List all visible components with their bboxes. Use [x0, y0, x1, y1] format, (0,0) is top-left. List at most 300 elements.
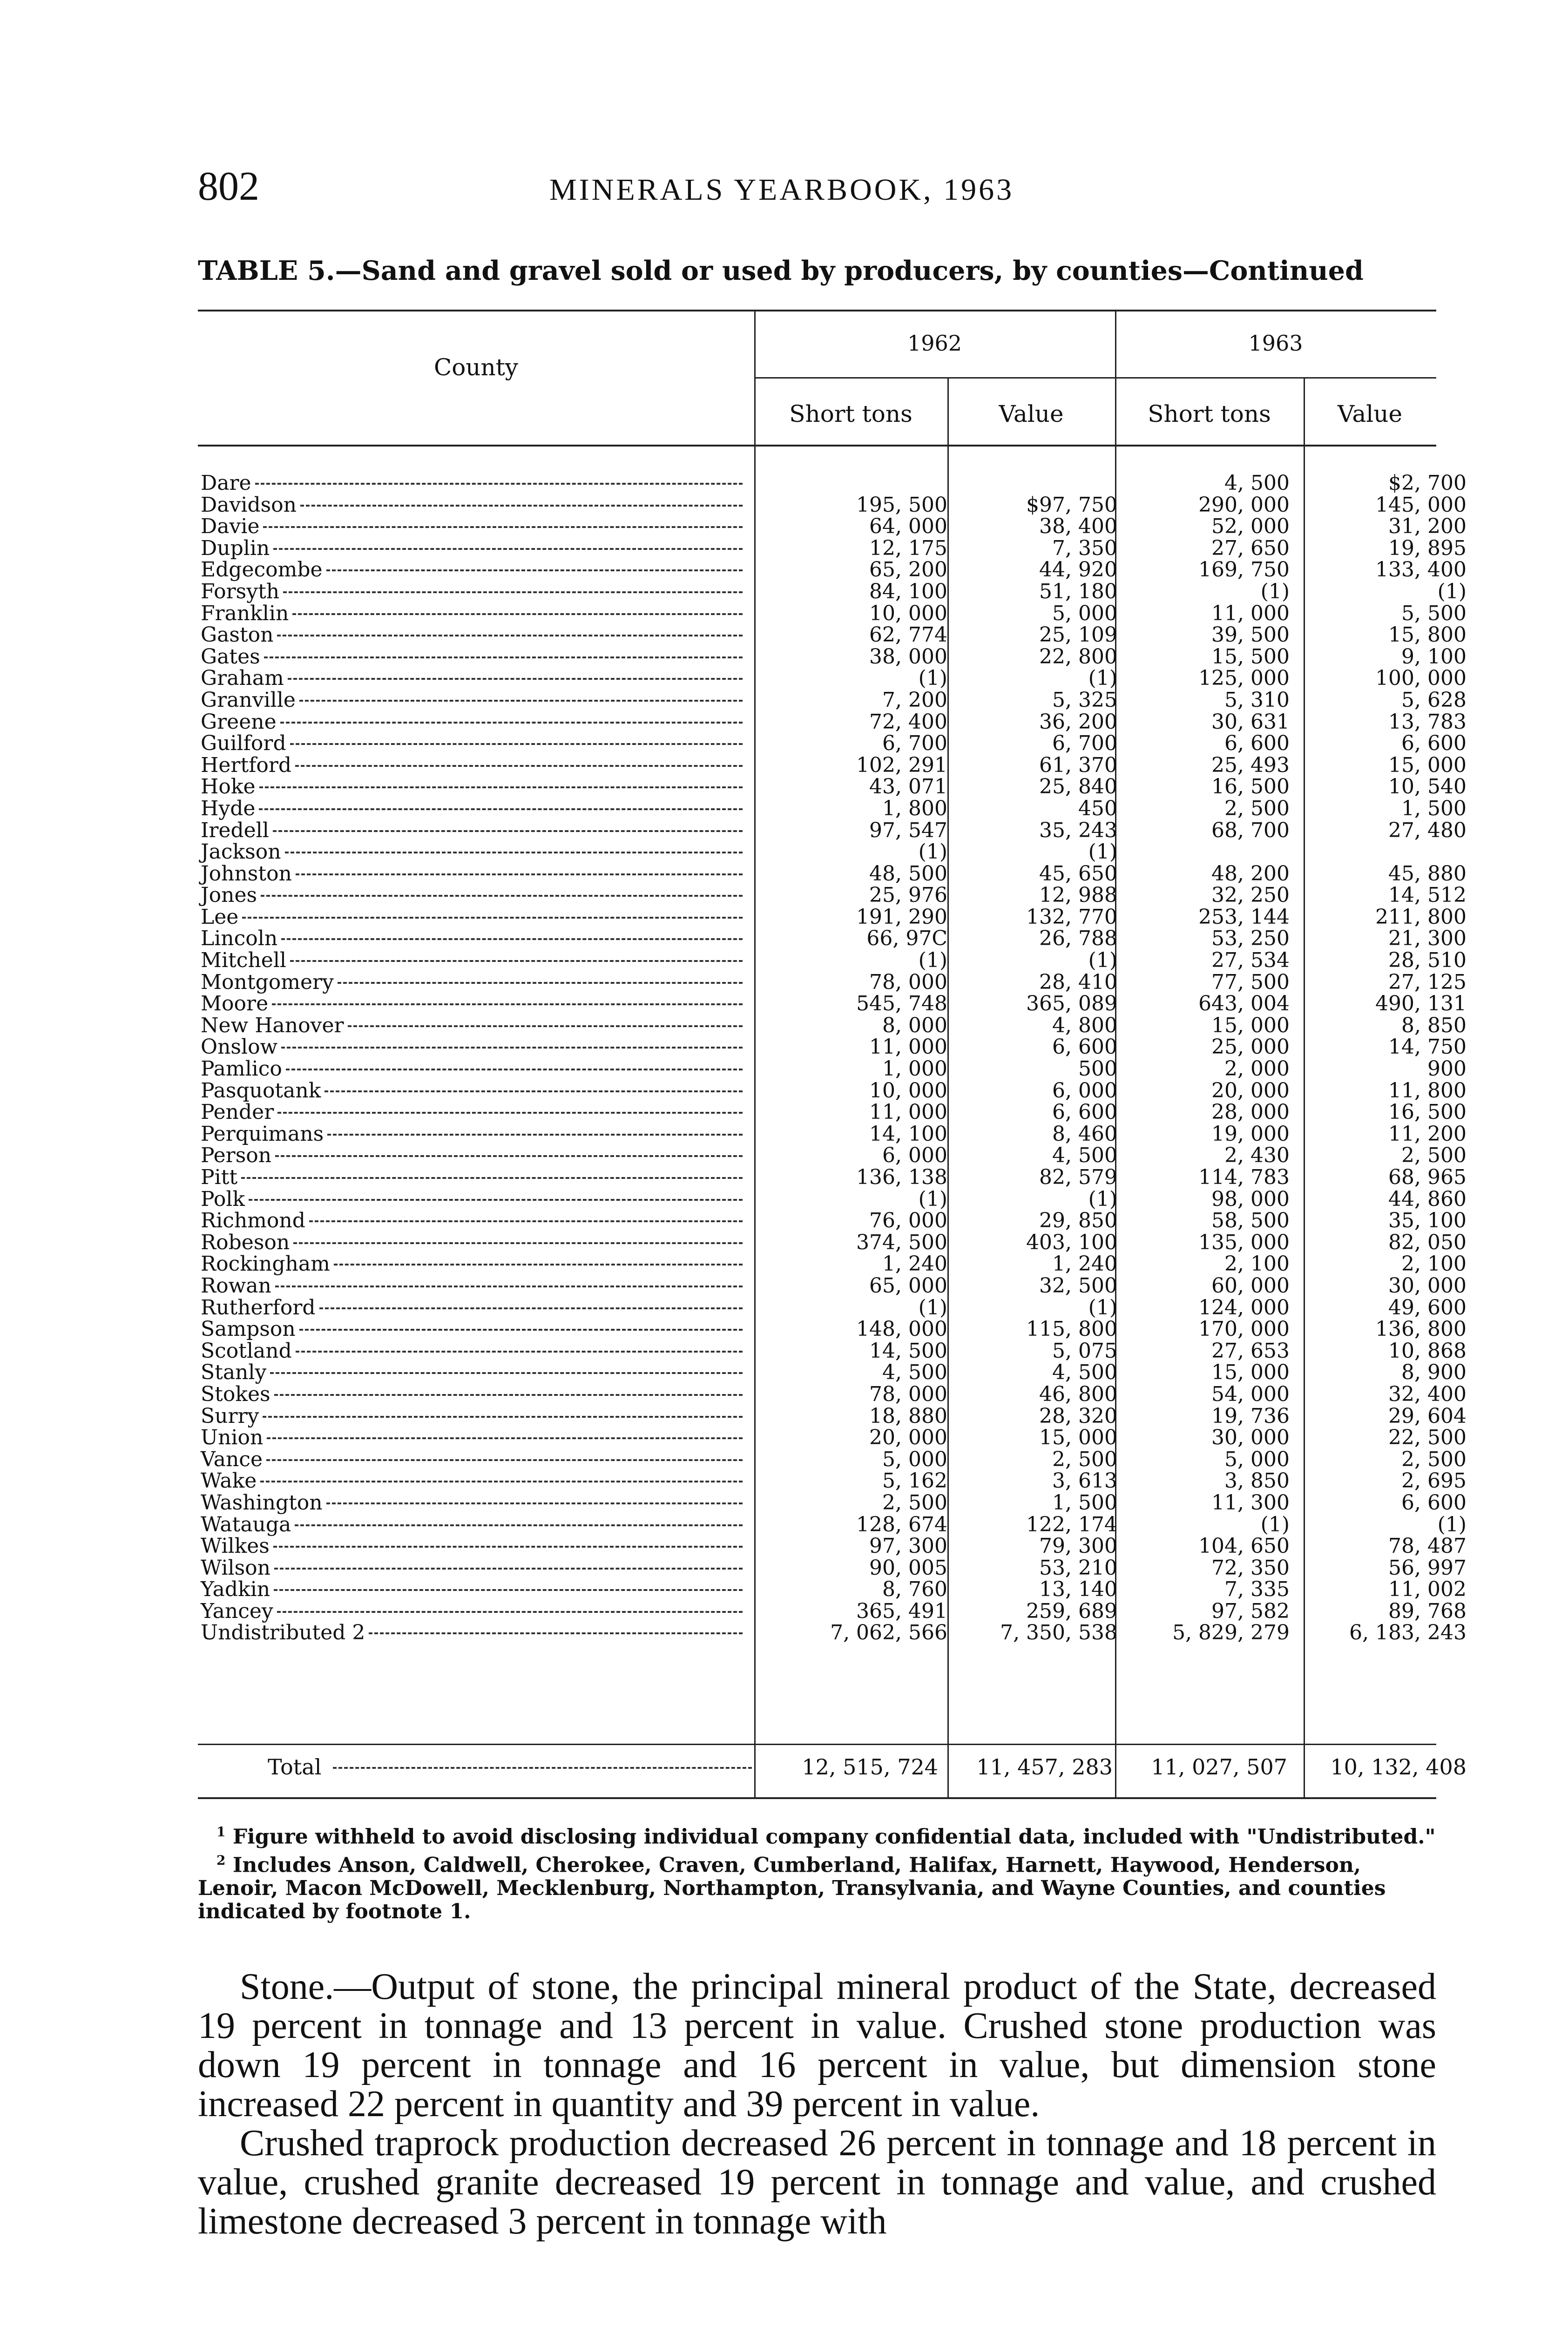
value-1962: 3, 613 — [1052, 1469, 1117, 1493]
leader-dots — [249, 1199, 743, 1201]
county-name: Wilson — [201, 1556, 271, 1580]
table-row — [198, 1621, 1467, 1645]
table-row — [198, 644, 1467, 669]
county-name: Vance — [201, 1447, 263, 1471]
table-row — [198, 1057, 1467, 1081]
tons-1962: (1) — [918, 1187, 947, 1211]
tons-1962: 128, 674 — [856, 1512, 947, 1536]
leader-dots — [299, 1329, 743, 1331]
leader-dots — [292, 613, 743, 615]
tons-1963: 48, 200 — [1211, 861, 1290, 886]
tons-1963: 124, 000 — [1198, 1295, 1290, 1320]
leader-dots — [338, 982, 743, 984]
table-row — [198, 1317, 1467, 1341]
tons-1963: 3, 850 — [1224, 1469, 1290, 1493]
county-name: Wake — [201, 1469, 257, 1493]
value-1962: 365, 089 — [1026, 992, 1117, 1016]
tons-1963: (1) — [1260, 579, 1290, 603]
table-row — [198, 992, 1467, 1016]
county-name: Gaston — [201, 623, 274, 647]
value-1962: 29, 850 — [1039, 1209, 1117, 1233]
leader-dots — [261, 895, 743, 897]
county-name: Yancey — [201, 1599, 273, 1623]
leader-dots — [326, 569, 743, 571]
value-1963: 35, 100 — [1388, 1209, 1467, 1233]
value-1963: 9, 100 — [1401, 644, 1467, 669]
footnote-1-text: Figure withheld to avoid disclosing individual company confidential data, included with "Undistributed." — [232, 1825, 1436, 1849]
tons-1962: 64, 000 — [869, 514, 947, 539]
year-header-rule — [754, 377, 1436, 379]
tons-1962: 48, 500 — [869, 861, 947, 886]
value-1963: 211, 800 — [1375, 905, 1467, 929]
value-1962: 8, 460 — [1052, 1122, 1117, 1146]
value-1962-header: Value — [999, 400, 1064, 427]
table-row — [198, 905, 1467, 929]
tons-1962: 4, 500 — [882, 1360, 947, 1385]
value-1963: 68, 965 — [1388, 1165, 1467, 1189]
value-1962: 45, 650 — [1039, 861, 1117, 886]
tons-1962: 78, 000 — [869, 970, 947, 994]
table-row — [198, 471, 1467, 495]
leader-dots — [275, 1155, 743, 1157]
value-1962: 450 — [1078, 796, 1117, 820]
table-row — [198, 666, 1467, 690]
county-name: Perquimans — [201, 1122, 324, 1146]
value-1963: 8, 850 — [1401, 1013, 1467, 1037]
county-name: Sampson — [201, 1317, 296, 1341]
table-row — [198, 1273, 1467, 1298]
county-name: Johnston — [201, 861, 292, 886]
county-name: Surry — [201, 1404, 259, 1428]
leader-dots — [264, 656, 743, 658]
tons-1962: 20, 000 — [869, 1426, 947, 1450]
value-1963: 45, 880 — [1388, 861, 1467, 886]
tons-1962: (1) — [918, 1295, 947, 1320]
county-name: Guilford — [201, 731, 286, 756]
tons-1963: 643, 004 — [1198, 992, 1290, 1016]
leader-dots — [348, 1025, 743, 1027]
table-row — [198, 1360, 1467, 1385]
tons-1962: 10, 000 — [869, 1078, 947, 1103]
value-1962: 122, 174 — [1026, 1512, 1117, 1536]
total-tons-1963: 11, 027, 507 — [1151, 1754, 1287, 1780]
tons-1962: (1) — [918, 840, 947, 864]
tons-1962: 72, 400 — [869, 710, 947, 734]
tons-1963: 27, 653 — [1211, 1339, 1290, 1363]
county-name: Mitchell — [201, 948, 286, 973]
county-name: Rockingham — [201, 1252, 330, 1276]
tons-1962: 8, 760 — [882, 1577, 947, 1602]
tons-1962: 374, 500 — [856, 1230, 947, 1254]
tons-1963: 60, 000 — [1211, 1273, 1290, 1298]
footnotes — [198, 1820, 1436, 1923]
leader-dots — [259, 786, 743, 788]
tons-1963: 30, 631 — [1211, 710, 1290, 734]
leader-dots — [299, 700, 743, 702]
table-row — [198, 514, 1467, 539]
tons-1962: 25, 976 — [869, 883, 947, 907]
value-1963: 44, 860 — [1388, 1187, 1467, 1211]
leader-dots — [334, 1264, 743, 1266]
tons-1963: 16, 500 — [1211, 775, 1290, 799]
value-1962: 53, 210 — [1039, 1556, 1117, 1580]
value-1963: 1, 500 — [1401, 796, 1467, 820]
body-text — [198, 1966, 1436, 2242]
county-name: Polk — [201, 1187, 245, 1211]
footnote-1 — [198, 1820, 1436, 1849]
leader-dots — [293, 1242, 743, 1244]
tons-1962: 11, 000 — [869, 1035, 947, 1059]
tons-1963: 28, 000 — [1211, 1100, 1290, 1124]
value-1963: 11, 002 — [1388, 1577, 1467, 1602]
county-name: Pender — [201, 1100, 274, 1124]
value-1963: 14, 750 — [1388, 1035, 1467, 1059]
tons-1962: 1, 800 — [882, 796, 947, 820]
tons-1963: 5, 000 — [1224, 1447, 1290, 1471]
leader-dots — [300, 505, 743, 507]
table-row — [198, 1144, 1467, 1168]
tons-1962: 14, 100 — [869, 1122, 947, 1146]
leader-dots — [326, 1502, 743, 1504]
value-1962: 1, 240 — [1052, 1252, 1117, 1276]
leader-dots — [273, 1546, 743, 1548]
leader-dots — [274, 1589, 743, 1591]
tons-1963: 104, 650 — [1198, 1534, 1290, 1558]
value-1962: (1) — [1088, 666, 1117, 690]
county-name: Union — [201, 1426, 264, 1450]
table-row — [198, 1339, 1467, 1363]
value-1962: 2, 500 — [1052, 1447, 1117, 1471]
tons-1963: 4, 500 — [1224, 471, 1290, 495]
leader-dots — [309, 1220, 743, 1222]
value-1962: 403, 100 — [1026, 1230, 1117, 1254]
tons-1962: 12, 175 — [869, 536, 947, 560]
leader-dots — [281, 1047, 743, 1049]
value-1962: 46, 800 — [1039, 1382, 1117, 1406]
value-1963: 6, 183, 243 — [1349, 1621, 1467, 1645]
table-row — [198, 861, 1467, 886]
county-name: Hertford — [201, 753, 292, 777]
tons-1963: 170, 000 — [1198, 1317, 1290, 1341]
table-row — [198, 1469, 1467, 1493]
leader-dots — [263, 1416, 743, 1418]
tons-1962: 14, 500 — [869, 1339, 947, 1363]
county-name: Greene — [201, 710, 277, 734]
table-top-rule — [198, 310, 1436, 311]
leader-dots — [277, 635, 743, 636]
tons-1962: 1, 000 — [882, 1057, 947, 1081]
county-name: Lee — [201, 905, 239, 929]
county-name: Rutherford — [201, 1295, 316, 1320]
tons-1962: 195, 500 — [856, 493, 947, 517]
table-row — [198, 536, 1467, 560]
table-row — [198, 775, 1467, 799]
table-row — [198, 753, 1467, 777]
county-name: New Hanover — [201, 1013, 344, 1037]
value-1963: 49, 600 — [1388, 1295, 1467, 1320]
table-row — [198, 1534, 1467, 1558]
tons-1963: 52, 000 — [1211, 514, 1290, 539]
value-1962: 7, 350, 538 — [1000, 1621, 1117, 1645]
value-1962: 1, 500 — [1052, 1490, 1117, 1515]
value-1963: 16, 500 — [1388, 1100, 1467, 1124]
value-1963: 490, 131 — [1375, 992, 1467, 1016]
value-1962: 22, 800 — [1039, 644, 1117, 669]
tons-1963: 25, 493 — [1211, 753, 1290, 777]
tons-1963: 27, 650 — [1211, 536, 1290, 560]
short-tons-1962-header: Short tons — [789, 400, 912, 427]
value-1962: 6, 700 — [1052, 731, 1117, 756]
value-1963: 11, 800 — [1388, 1078, 1467, 1103]
tons-1963: 11, 000 — [1211, 601, 1290, 625]
tons-1963: 54, 000 — [1211, 1382, 1290, 1406]
value-1962: 4, 500 — [1052, 1360, 1117, 1385]
footnote-2-text: Includes Anson, Caldwell, Cherokee, Craven, Cumberland, Halifax, Harnett, Haywood, Henderson, Lenoir, Macon McDowell, Mecklenburg, Northampton, Transylvania, and Wayne Counties, and counties indicated by footnote 1. — [198, 1853, 1386, 1924]
table-bottom-rule — [198, 1797, 1436, 1799]
tons-1963: 19, 000 — [1211, 1122, 1290, 1146]
leader-dots — [281, 938, 743, 940]
value-1962: 5, 075 — [1052, 1339, 1117, 1363]
tons-1962: 6, 000 — [882, 1144, 947, 1168]
value-1963: 10, 868 — [1388, 1339, 1467, 1363]
county-name: Iredell — [201, 818, 269, 842]
value-1962: 7, 350 — [1052, 536, 1117, 560]
leader-dots — [288, 678, 743, 680]
value-1963: 5, 628 — [1401, 688, 1467, 712]
tons-1963: 7, 335 — [1224, 1577, 1290, 1602]
table-row — [198, 841, 1436, 863]
tons-1962: 5, 162 — [882, 1469, 947, 1493]
county-name: Stokes — [201, 1382, 270, 1406]
paragraph-traprock: Crushed traprock production decreased 26 percent in tonnage and 18 percent in value, crushed granite decreased 19 percent in tonnage and value, and crushed limestone decreased 3 percent in tonnage with — [198, 2123, 1436, 2242]
table-row — [198, 1165, 1467, 1189]
tons-1963: 2, 000 — [1224, 1057, 1290, 1081]
value-1963: 78, 487 — [1388, 1534, 1467, 1558]
tons-1962: 10, 000 — [869, 601, 947, 625]
total-tons-1962: 12, 515, 724 — [802, 1754, 938, 1780]
leader-dots — [327, 1134, 743, 1136]
value-1963: 15, 000 — [1388, 753, 1467, 777]
tons-1962: 90, 005 — [869, 1556, 947, 1580]
value-1962: 4, 500 — [1052, 1144, 1117, 1168]
county-name: Forsyth — [201, 579, 280, 603]
table-row — [198, 1426, 1467, 1450]
tons-1962: 11, 000 — [869, 1100, 947, 1124]
tons-1962: 97, 547 — [869, 818, 947, 842]
leader-dots — [319, 1307, 743, 1309]
county-name: Richmond — [201, 1209, 305, 1233]
value-1963: 11, 200 — [1388, 1122, 1467, 1146]
table-body — [198, 471, 1467, 1645]
table-row — [198, 1490, 1467, 1515]
value-1963: 145, 000 — [1375, 493, 1467, 517]
county-name: Pasquotank — [201, 1078, 321, 1103]
table-row — [198, 1295, 1467, 1320]
tons-1962: 7, 062, 566 — [830, 1621, 947, 1645]
tons-1963: 58, 500 — [1211, 1209, 1290, 1233]
year-1963-header: 1963 — [1248, 331, 1303, 356]
value-1962: (1) — [1088, 948, 1117, 973]
table-row — [198, 1447, 1467, 1471]
county-name: Pitt — [201, 1165, 238, 1189]
tons-1963: 135, 000 — [1198, 1230, 1290, 1254]
value-1963: 6, 600 — [1401, 731, 1467, 756]
county-name: Onslow — [201, 1035, 278, 1059]
tons-1962: 66, 97C — [866, 927, 947, 951]
value-1963: (1) — [1437, 1512, 1467, 1536]
tons-1963: 253, 144 — [1198, 905, 1290, 929]
value-1962: 5, 325 — [1052, 688, 1117, 712]
table-row — [198, 1100, 1467, 1124]
value-1963: 21, 300 — [1388, 927, 1467, 951]
value-1962: 12, 988 — [1039, 883, 1117, 907]
value-1962: 25, 840 — [1039, 775, 1117, 799]
leader-dots — [255, 483, 743, 485]
value-1963: 22, 500 — [1388, 1426, 1467, 1450]
tons-1963: 27, 534 — [1211, 948, 1290, 973]
leader-dots — [296, 873, 743, 875]
tons-1962: (1) — [918, 666, 947, 690]
table-row — [198, 710, 1467, 734]
leader-dots — [273, 830, 743, 832]
value-1963: 30, 000 — [1388, 1273, 1467, 1298]
value-1962: 44, 920 — [1039, 558, 1117, 582]
leader-dots — [290, 743, 743, 745]
total-label: Total — [268, 1754, 322, 1780]
value-1963: 27, 480 — [1388, 818, 1467, 842]
tons-1963: 72, 350 — [1211, 1556, 1290, 1580]
table-row — [198, 493, 1467, 517]
tons-1963: 68, 700 — [1211, 818, 1290, 842]
value-1962: 132, 770 — [1026, 905, 1117, 929]
value-1963: 2, 100 — [1401, 1252, 1467, 1276]
value-1962: $97, 750 — [1026, 493, 1117, 517]
tons-1963: 25, 000 — [1211, 1035, 1290, 1059]
table-row — [198, 1035, 1467, 1059]
county-name: Rowan — [201, 1273, 271, 1298]
page-number: 802 — [198, 164, 259, 209]
footnote-1-mark: 1 — [216, 1824, 226, 1840]
tons-1963: 2, 500 — [1224, 796, 1290, 820]
value-1963: 82, 050 — [1388, 1230, 1467, 1254]
leader-dots — [272, 1003, 743, 1005]
tons-1963: 19, 736 — [1211, 1404, 1290, 1428]
value-1962: 82, 579 — [1039, 1165, 1117, 1189]
leader-dots — [280, 722, 743, 724]
leader-dots — [241, 1177, 743, 1179]
value-1963: 31, 200 — [1388, 514, 1467, 539]
value-1962: 500 — [1078, 1057, 1117, 1081]
tons-1962: 148, 000 — [856, 1317, 947, 1341]
table-row — [198, 818, 1467, 842]
tons-1962: 136, 138 — [856, 1165, 947, 1189]
total-value-1962: 11, 457, 283 — [976, 1754, 1113, 1780]
table-row — [198, 1577, 1467, 1602]
total-leader-dots — [333, 1767, 752, 1769]
running-head: MINERALS YEARBOOK, 1963 — [549, 173, 1014, 207]
value-1962: 6, 600 — [1052, 1035, 1117, 1059]
table-row — [198, 1013, 1467, 1037]
county-name: Washington — [201, 1490, 323, 1515]
county-name: Wilkes — [201, 1534, 270, 1558]
leader-dots — [267, 1437, 743, 1439]
tons-1962: 6, 700 — [882, 731, 947, 756]
value-1962: 36, 200 — [1039, 710, 1117, 734]
tons-1962: 84, 100 — [869, 579, 947, 603]
tons-1963: 32, 250 — [1211, 883, 1290, 907]
tons-1963: 5, 310 — [1224, 688, 1290, 712]
table-row — [198, 1382, 1467, 1406]
value-1962: 51, 180 — [1039, 579, 1117, 603]
tons-1962: 38, 000 — [869, 644, 947, 669]
tons-1963: 2, 100 — [1224, 1252, 1290, 1276]
value-1963: 900 — [1427, 1057, 1467, 1081]
tons-1962: 65, 200 — [869, 558, 947, 582]
table-row — [198, 1230, 1467, 1254]
total-value-1963: 10, 132, 408 — [1330, 1754, 1467, 1780]
leader-dots — [274, 1568, 743, 1570]
leader-dots — [296, 1351, 743, 1353]
tons-1963: 125, 000 — [1198, 666, 1290, 690]
year-1962-header: 1962 — [907, 331, 962, 356]
value-1963: 28, 510 — [1388, 948, 1467, 973]
value-1963: 5, 500 — [1401, 601, 1467, 625]
leader-dots — [286, 1069, 743, 1070]
value-1963: 2, 500 — [1401, 1144, 1467, 1168]
tons-1963: 114, 783 — [1198, 1165, 1290, 1189]
tons-1963: 97, 582 — [1211, 1599, 1290, 1623]
tons-1962: 43, 071 — [869, 775, 947, 799]
value-1963: 13, 783 — [1388, 710, 1467, 734]
tons-1963: 5, 829, 279 — [1172, 1621, 1290, 1645]
tons-1963: 30, 000 — [1211, 1426, 1290, 1450]
value-1962: 15, 000 — [1039, 1426, 1117, 1450]
value-1962: 28, 410 — [1039, 970, 1117, 994]
county-name: Person — [201, 1144, 272, 1168]
county-name: Hoke — [201, 775, 256, 799]
value-1963: (1) — [1437, 579, 1467, 603]
county-name: Montgomery — [201, 970, 334, 994]
tons-1962: (1) — [918, 948, 947, 973]
county-header: County — [433, 354, 519, 381]
leader-dots — [295, 1524, 743, 1526]
tons-1963: 77, 500 — [1211, 970, 1290, 994]
table-row — [198, 1187, 1467, 1211]
tons-1962: 97, 300 — [869, 1534, 947, 1558]
county-name: Yadkin — [201, 1577, 270, 1602]
tons-1962: 78, 000 — [869, 1382, 947, 1406]
leader-dots — [283, 591, 743, 593]
leader-dots — [277, 1112, 743, 1114]
leader-dots — [270, 1372, 743, 1374]
tons-1963: 53, 250 — [1211, 927, 1290, 951]
county-name: Jones — [201, 883, 257, 907]
value-1962: 32, 500 — [1039, 1273, 1117, 1298]
table-row — [198, 970, 1467, 994]
value-1963: 10, 540 — [1388, 775, 1467, 799]
header-bottom-rule — [198, 445, 1436, 447]
leader-dots — [275, 1286, 743, 1287]
value-1963: 27, 125 — [1388, 970, 1467, 994]
value-1962: 6, 600 — [1052, 1100, 1117, 1124]
county-name: Davidson — [201, 493, 297, 517]
table-row — [198, 1122, 1467, 1146]
leader-dots — [260, 1481, 743, 1482]
value-1963: 2, 695 — [1401, 1469, 1467, 1493]
tons-1963: 20, 000 — [1211, 1078, 1290, 1103]
county-name: Franklin — [201, 601, 289, 625]
table-row — [198, 927, 1467, 951]
